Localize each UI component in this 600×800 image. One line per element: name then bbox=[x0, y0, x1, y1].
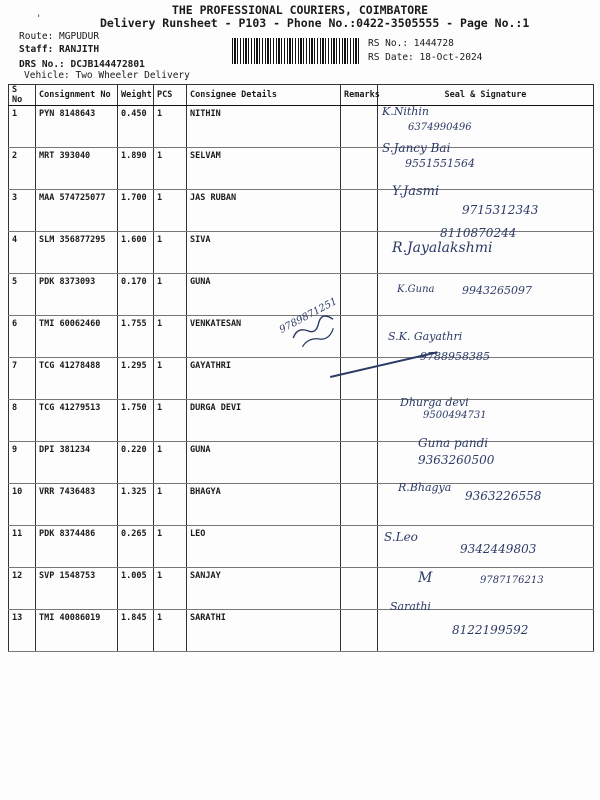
weight-cell: 0.450 bbox=[118, 106, 154, 148]
pcs-cell: 1 bbox=[154, 400, 187, 442]
staff-label: Staff: RANJITH bbox=[19, 44, 100, 55]
pcs-cell: 1 bbox=[154, 442, 187, 484]
vehicle-label: Vehicle: Two Wheeler Delivery bbox=[24, 70, 190, 81]
sno-cell: 1 bbox=[9, 106, 36, 148]
col-weight: Weight bbox=[118, 85, 154, 106]
sno-cell: 3 bbox=[9, 190, 36, 232]
consignment-cell: MRT 393040 bbox=[36, 148, 118, 190]
weight-cell: 1.750 bbox=[118, 400, 154, 442]
weight-cell: 0.220 bbox=[118, 442, 154, 484]
consignment-cell: TMI 40086019 bbox=[36, 610, 118, 652]
remarks-cell bbox=[341, 190, 378, 232]
runsheet-title: Delivery Runsheet - P103 - Phone No.:0422-3505555 - Page No.:1 bbox=[100, 16, 530, 30]
consignee-cell: NITHIN bbox=[187, 106, 341, 148]
signature-row-10-phone: 9363226558 bbox=[465, 489, 542, 503]
sno-cell: 10 bbox=[9, 484, 36, 526]
sno-cell: 9 bbox=[9, 442, 36, 484]
drs-label: DRS No.: DCJB144472801 bbox=[19, 59, 145, 70]
tick-mark: ' bbox=[36, 14, 42, 24]
signature-row-8-name: Dhurga devi bbox=[400, 396, 469, 409]
consignment-cell: TCG 41279513 bbox=[36, 400, 118, 442]
table-header-row bbox=[9, 85, 594, 106]
signature-row-12-name: M bbox=[418, 570, 433, 586]
consignee-cell: GAYATHRI bbox=[187, 358, 341, 400]
pcs-cell: 1 bbox=[154, 148, 187, 190]
remarks-cell bbox=[341, 442, 378, 484]
signature-row-5-name: K.Guna bbox=[397, 284, 435, 295]
remarks-cell bbox=[341, 400, 378, 442]
consignee-cell: SELVAM bbox=[187, 148, 341, 190]
pcs-cell: 1 bbox=[154, 316, 187, 358]
weight-cell: 0.170 bbox=[118, 274, 154, 316]
sno-cell: 11 bbox=[9, 526, 36, 568]
consignment-cell: PYN 8148643 bbox=[36, 106, 118, 148]
consignment-cell: VRR 7436483 bbox=[36, 484, 118, 526]
sno-cell: 2 bbox=[9, 148, 36, 190]
col-seal: Seal & Signature bbox=[378, 85, 594, 106]
pcs-cell: 1 bbox=[154, 274, 187, 316]
remarks-cell bbox=[341, 526, 378, 568]
consignment-cell: TCG 41278488 bbox=[36, 358, 118, 400]
consignee-cell: SIVA bbox=[187, 232, 341, 274]
pcs-cell: 1 bbox=[154, 610, 187, 652]
table-row bbox=[9, 568, 594, 610]
remarks-cell bbox=[341, 568, 378, 610]
signature-row-3-name: Y.Jasmi bbox=[392, 184, 440, 199]
signature-row-11-name: S.Leo bbox=[384, 530, 418, 544]
seal-signature-cell bbox=[378, 358, 594, 400]
consignment-cell: SVP 1548753 bbox=[36, 568, 118, 610]
signature-row-1-name: K.Nithin bbox=[382, 105, 429, 118]
sno-cell: 6 bbox=[9, 316, 36, 358]
consignee-cell: VENKATESAN bbox=[187, 316, 341, 358]
consignee-cell: JAS RUBAN bbox=[187, 190, 341, 232]
consignee-cell: LEO bbox=[187, 526, 341, 568]
consignee-cell: SARATHI bbox=[187, 610, 341, 652]
sno-cell: 7 bbox=[9, 358, 36, 400]
rs-number: RS No.: 1444728 bbox=[368, 38, 454, 49]
col-remarks: Remarks bbox=[341, 85, 378, 106]
consignment-cell: DPI 381234 bbox=[36, 442, 118, 484]
remarks-cell bbox=[341, 484, 378, 526]
signature-row-7-name: S.K. Gayathri bbox=[388, 330, 463, 343]
signature-row-2-phone: 9551551564 bbox=[405, 157, 475, 170]
pcs-cell: 1 bbox=[154, 358, 187, 400]
consignee-cell: DURGA DEVI bbox=[187, 400, 341, 442]
signature-row-9-name: Guna pandi bbox=[418, 436, 489, 450]
consignee-cell: GUNA bbox=[187, 274, 341, 316]
stamp-row-6-phone: 9789871251 bbox=[277, 296, 340, 336]
signature-row-1-phone: 6374990496 bbox=[408, 122, 472, 133]
consignment-cell: PDK 8373093 bbox=[36, 274, 118, 316]
company-title: THE PROFESSIONAL COURIERS, COIMBATORE bbox=[171, 3, 429, 17]
sno-cell: 12 bbox=[9, 568, 36, 610]
pcs-cell: 1 bbox=[154, 190, 187, 232]
weight-cell: 1.600 bbox=[118, 232, 154, 274]
route-label: Route: MGPUDUR bbox=[19, 31, 100, 42]
table-row bbox=[9, 148, 594, 190]
signature-row-13-name: Sarathi bbox=[390, 600, 431, 613]
signature-row-5-phone: 9943265097 bbox=[462, 284, 532, 297]
barcode bbox=[232, 38, 360, 64]
signature-row-13-phone: 8122199592 bbox=[452, 623, 529, 637]
col-pcs: PCS bbox=[154, 85, 187, 106]
signature-row-3-phone: 9715312343 bbox=[462, 203, 539, 217]
runsheet-table bbox=[8, 84, 594, 652]
consignment-cell: SLM 356877295 bbox=[36, 232, 118, 274]
remarks-cell bbox=[341, 148, 378, 190]
sno-cell: 8 bbox=[9, 400, 36, 442]
signature-row-4-name: R.Jayalakshmi bbox=[392, 240, 493, 256]
sno-cell: 13 bbox=[9, 610, 36, 652]
table-row bbox=[9, 400, 594, 442]
signature-row-10-name: R.Bhagya bbox=[398, 481, 452, 494]
pcs-cell: 1 bbox=[154, 484, 187, 526]
weight-cell: 1.890 bbox=[118, 148, 154, 190]
pcs-cell: 1 bbox=[154, 232, 187, 274]
consignment-cell: PDK 8374486 bbox=[36, 526, 118, 568]
consignee-cell: GUNA bbox=[187, 442, 341, 484]
table-row bbox=[9, 358, 594, 400]
weight-cell: 1.295 bbox=[118, 358, 154, 400]
weight-cell: 1.700 bbox=[118, 190, 154, 232]
pcs-cell: 1 bbox=[154, 568, 187, 610]
rs-date: RS Date: 18-Oct-2024 bbox=[368, 52, 483, 63]
consignee-cell: BHAGYA bbox=[187, 484, 341, 526]
consignment-cell: TMI 60062460 bbox=[36, 316, 118, 358]
signature-row-12-phone: 9787176213 bbox=[480, 575, 544, 586]
col-consignment: Consignment No bbox=[36, 85, 118, 106]
consignment-cell: MAA 574725077 bbox=[36, 190, 118, 232]
col-sno: S No bbox=[9, 85, 36, 106]
sno-cell: 4 bbox=[9, 232, 36, 274]
signature-row-9-phone: 9363260500 bbox=[418, 453, 495, 467]
col-consignee: Consignee Details bbox=[187, 85, 341, 106]
remarks-cell bbox=[341, 232, 378, 274]
consignee-cell: SANJAY bbox=[187, 568, 341, 610]
weight-cell: 1.845 bbox=[118, 610, 154, 652]
remarks-cell bbox=[341, 106, 378, 148]
remarks-cell bbox=[341, 610, 378, 652]
weight-cell: 1.005 bbox=[118, 568, 154, 610]
weight-cell: 0.265 bbox=[118, 526, 154, 568]
weight-cell: 1.755 bbox=[118, 316, 154, 358]
table-row bbox=[9, 106, 594, 148]
sno-cell: 5 bbox=[9, 274, 36, 316]
pcs-cell: 1 bbox=[154, 526, 187, 568]
pcs-cell: 1 bbox=[154, 106, 187, 148]
signature-row-7-phone: 9788958385 bbox=[420, 350, 490, 363]
remarks-cell bbox=[341, 358, 378, 400]
signature-row-11-phone: 9342449803 bbox=[460, 542, 537, 556]
signature-row-8-phone: 9500494731 bbox=[423, 410, 487, 421]
signature-row-2-name: S.Jancy Bai bbox=[382, 141, 451, 155]
table-row bbox=[9, 442, 594, 484]
weight-cell: 1.325 bbox=[118, 484, 154, 526]
signature-row-4-phone: 8110870244 bbox=[440, 226, 517, 240]
